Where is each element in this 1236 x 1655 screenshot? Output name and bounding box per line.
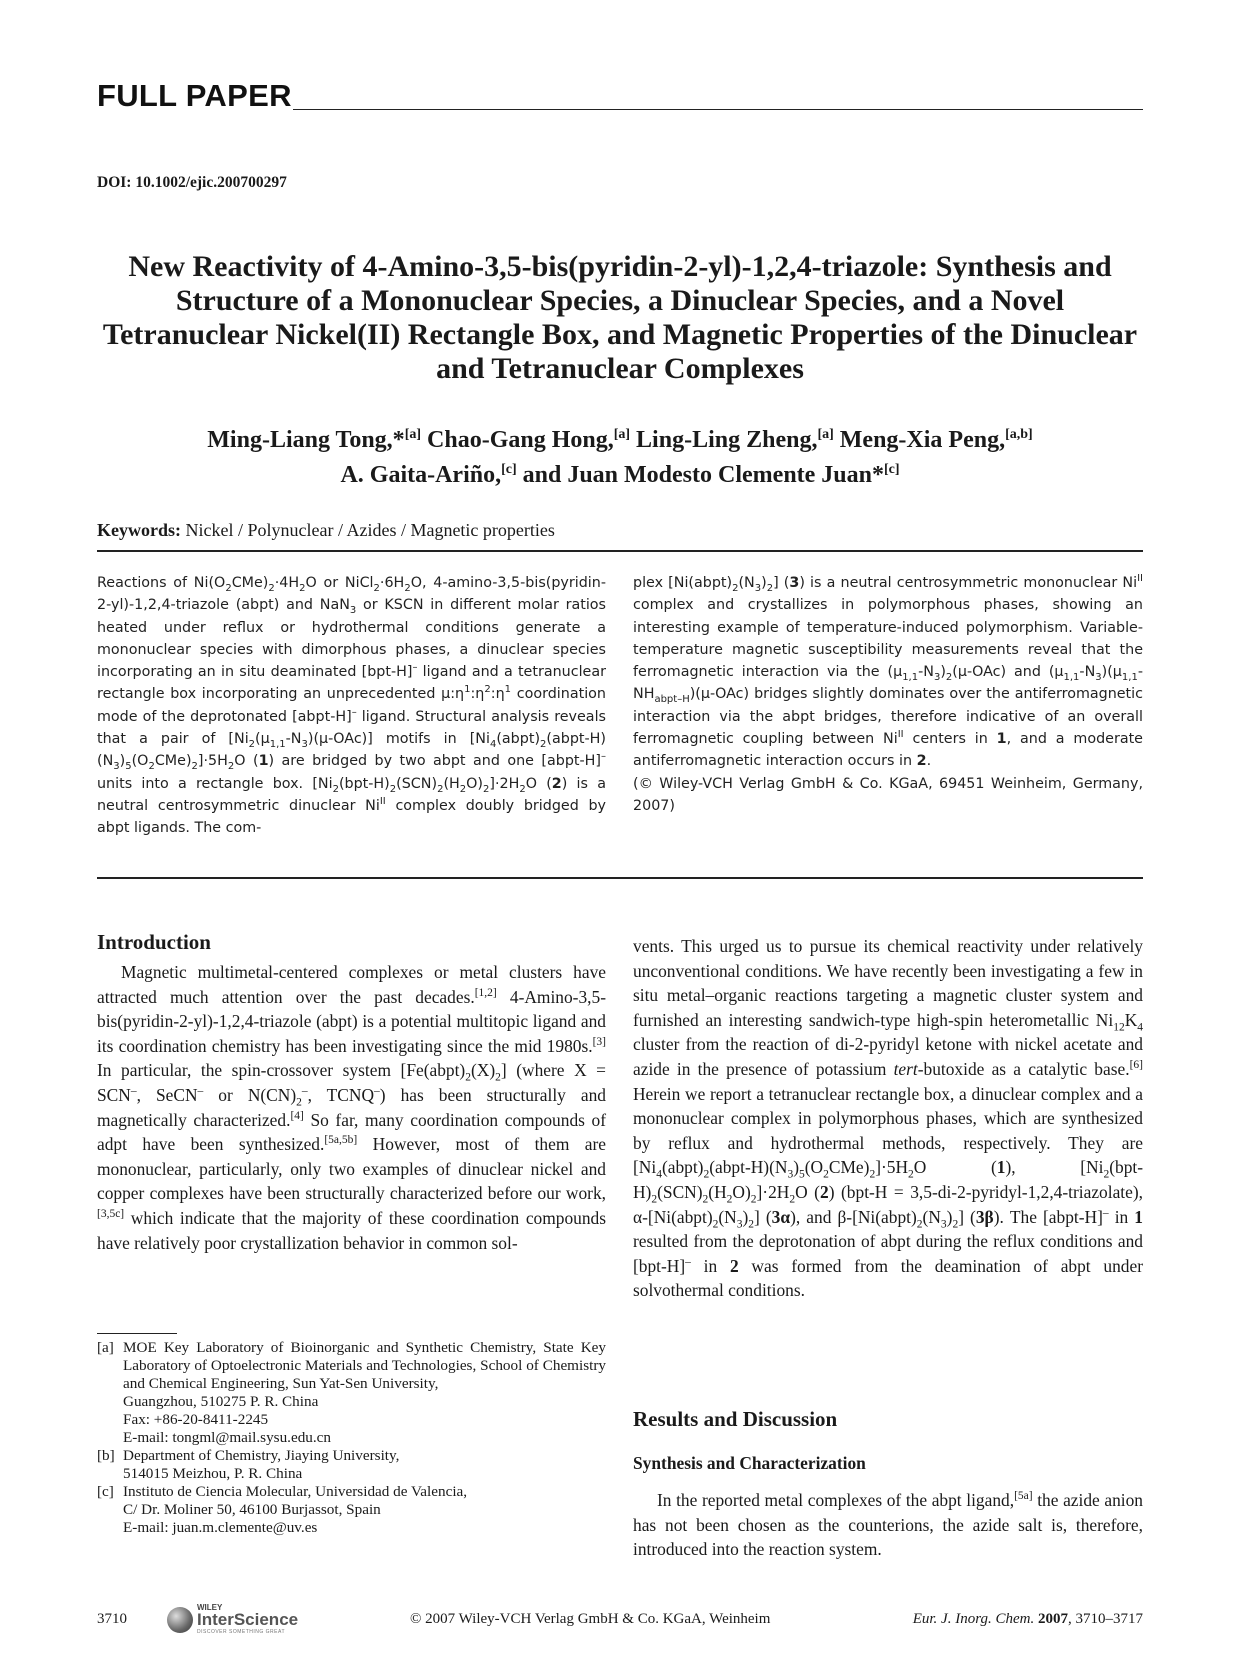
abstract-left: Reactions of $Ni(O_2CMe)_2\cdot 4H_2O$ or $NiCl_2\cdot 6H_2O$, 4-amino-3,5-bis(pyridin-2-yl)-1,2,4-triazole (abpt) and NaN$_3$ or KSCN in different molar ratios heated under reflux or hydrothermal conditions generate a mononuclear species with dimorphous phases, a dinuclear species incorporating an in situ deaminated [bpt-H]– ligand and a tetranuclear rectangle box incorporating an unprecedented $\mu:\eta^1:\eta^2:\eta^1$ coordination mode of the deprotonated [abpt-H]– ligand. Structural analysis reveals that a pair of $[Ni_2(\mu_{1,1}-N_3)(\mu-OAc)]$ motifs in $[Ni_4(abpt)_2(abpt-H)(N_3)_5(O_2CMe)_2]\cdot 5H_2O$ (1) are bridged by two abpt and one [abpt-H]– units into a rectangle box. $[Ni_2(bpt-H)_2(SCN)_2(H_2O)_2]\cdot 2H_2O$ (2) is a neutral centrosymmetric dinuclear $Ni^{II}$ complex doubly bridged by abpt ligands. The com- xyxy=(97,575,606,837)
page-number: 3710 xyxy=(97,1611,127,1627)
doi: DOI: 10.1002/ejic.200700297 xyxy=(97,174,287,191)
author: Ling-Ling Zheng,[a] xyxy=(636,427,834,453)
running-header xyxy=(97,78,1143,114)
author-list xyxy=(100,420,1140,490)
abstract-bottom-rule xyxy=(97,877,1143,879)
affiliation-b: [b] Department of Chemistry, Jiaying University, 514015 Meizhou, P. R. China xyxy=(97,1447,400,1482)
abstract-copyright: (© Wiley-VCH Verlag GmbH & Co. KGaA, 69451 Weinheim, Germany, 2007) xyxy=(633,775,1143,814)
section-heading: Introduction xyxy=(97,930,211,954)
author: and Juan Modesto Clemente Juan*[c] xyxy=(522,462,900,488)
author: Chao-Gang Hong,[a] xyxy=(427,427,631,453)
affiliation-c: [c] Instituto de Ciencia Molecular, Universidad de Valencia, C/ Dr. Moliner 50, 46100 Burjassot, Spain E-mail: juan.m.clemente@uv.es xyxy=(97,1483,606,1537)
section-heading: Results and Discussion xyxy=(633,1407,838,1431)
abstract-top-rule xyxy=(97,550,1143,552)
author: A. Gaita-Ariño,[c] xyxy=(340,462,517,488)
globe-icon xyxy=(167,1607,193,1633)
page-footer xyxy=(97,1605,1143,1635)
header-rule xyxy=(293,109,1143,110)
footer-copyright: © 2007 Wiley-VCH Verlag GmbH & Co. KGaA, Weinheim xyxy=(410,1611,771,1627)
paper-title: New Reactivity of 4-Amino-3,5-bis(pyridin-2-yl)-1,2,4-triazole: Synthesis and Structure of a Mononuclear Species, a Dinuclear Species, and a Novel Tetranuclear Nickel(II) Rectangle Box, and Magnetic Properties of the Dinuclear and Tetranuclear Complexes xyxy=(102,250,1138,385)
synthesis-text: In the reported metal complexes of the abpt ligand,[5a] the azide anion has not been chosen as the counterions, the azide salt is, therefore, introduced into the reaction system. xyxy=(633,1490,1144,1560)
intro-text-left: Magnetic multimetal-centered complexes or metal clusters have attracted much attention over the past decades.[1,2] 4-Amino-3,5-bis(pyridin-2-yl)-1,2,4-triazole (abpt) is a potential multitopic ligand and its coordination chemistry has been investigating since the mid 1980s.[3] In particular, the spin-crossover system $[Fe(abpt)_2(X)_2]$ (where X = SCN–, SeCN– or $N(CN)_2^-$, TCNQ–) has been structurally and magnetically characterized.[4] So far, many coordination compounds of adpt have been synthesized.[5a,5b] However, most of them are mononuclear, particularly, only two examples of dinuclear nickel and copper complexes have been structurally characterized before our work,[3,5c] which indicate that the majority of these coordination compounds have relatively poor crystallization behavior in common sol- xyxy=(97,962,607,1253)
interscience-logo: WILEY InterScience DISCOVER SOMETHING GREAT xyxy=(167,1605,347,1635)
keywords xyxy=(97,520,555,541)
abstract-right: plex $[Ni(abpt)_2(N_3)_2]$ (3) is a neutral centrosymmetric mononuclear $Ni^{II}$ complex and crystallizes in polymorphous phases, showing an interesting example of temperature-induced polymorphism. Variable-temperature magnetic susceptibility measurements reveal that the ferromagnetic interaction via the $(\mu_{1,1}-N_3)_2(\mu-OAc)$ and $(\mu_{1,1}-N_3)(\mu_{1,1}-NH_{abpt-H})(\mu-OAc)$ bridges slightly dominates over the antiferromagnetic interaction via the abpt bridges, therefore indicative of an overall ferromagnetic coupling between $Ni^{II}$ centers in 1, and a moderate antiferromagnetic interaction occurs in 2. (© Wiley-VCH Verlag GmbH & Co. KGaA, 69451 Weinheim, Germany, 2007) xyxy=(633,573,1143,814)
journal-reference: Eur. J. Inorg. Chem. 2007, 3710–3717 xyxy=(912,1611,1143,1627)
author: Ming-Liang Tong,*[a] xyxy=(207,427,422,453)
keywords-label: Keywords: xyxy=(97,520,181,540)
affiliations xyxy=(97,1339,606,1537)
author: Meng-Xia Peng,[a,b] xyxy=(839,427,1033,453)
section-label: FULL PAPER xyxy=(97,78,292,113)
subsection-heading: Synthesis and Characterization xyxy=(633,1453,866,1473)
footnote-rule xyxy=(97,1333,177,1334)
keywords-value: Nickel / Polynuclear / Azides / Magnetic properties xyxy=(185,520,555,540)
email-link[interactable]: E-mail: juan.m.clemente@uv.es xyxy=(123,1519,318,1536)
affiliation-a: [a] MOE Key Laboratory of Bioinorganic and Synthetic Chemistry, State Key Laboratory of Optoelectronic Materials and Technologies, School of Chemistry and Chemical Engineering, Sun Yat-Sen University, Guangzhou, 510275 P. R. China Fax: +86-20-8411-2245 E-mail: tongml@mail.sysu.edu.cn xyxy=(97,1339,606,1446)
email-link[interactable]: E-mail: tongml@mail.sysu.edu.cn xyxy=(123,1429,332,1446)
intro-text-right: vents. This urged us to pursue its chemical reactivity under relatively unconventional conditions. We have recently been investigating a few in situ metal–organic reactions targeting a magnetic cluster system and furnished an interesting sandwich-type high-spin heterometallic $Ni_{12}K_4$ cluster from the reaction of di-2-pyridyl ketone with nickel acetate and azide in the presence of potassium tert-butoxide as a catalytic base.[6] Herein we report a tetranuclear rectangle box, a dinuclear complex and a mononuclear complex in polymorphous phases, which are synthesized by reflux and hydrothermal methods, respectively. They are $[Ni_4(abpt)_2(abpt-H)(N_3)_5(O_2CMe)_2]\cdot 5H_2O$ (1), $[Ni_2(bpt-H)_2(SCN)_2(H_2O)_2]\cdot 2H_2O$ (2) (bpt-H = 3,5-di-2-pyridyl-1,2,4-triazolate), $\alpha-[Ni(abpt)_2(N_3)_2]$ (3α), and $\beta-[Ni(abpt)_2(N_3)_2]$ (3β). The [abpt-H]– in 1 resulted from the deprotonation of abpt during the reflux conditions and [bpt-H]– in 2 was formed from the deamination of abpt under solvothermal conditions. xyxy=(633,936,1144,1301)
